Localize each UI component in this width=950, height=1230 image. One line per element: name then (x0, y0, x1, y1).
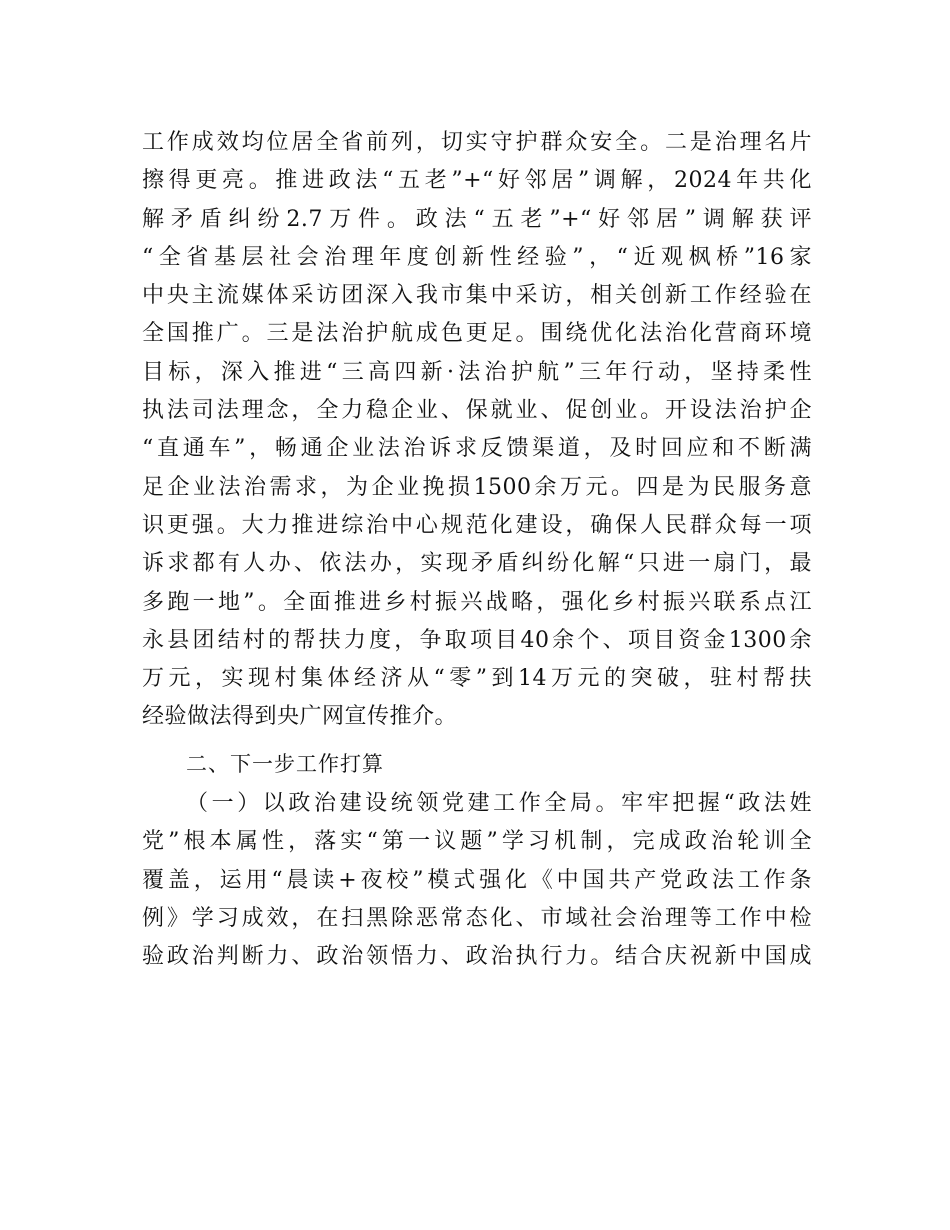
text-line: 永县团结村的帮扶力度，争取项目40余个、项目资金1300余 (142, 627, 812, 653)
text-line: 足企业法治需求，为企业挽损1500余万元。四是为民服务意 (142, 474, 812, 500)
text-line: 验政治判断力、政治领悟力、政治执行力。结合庆祝新中国成 (142, 944, 812, 970)
text-line: “直通车”，畅通企业法治诉求反馈渠道，及时回应和不断满 (142, 436, 812, 462)
text-line: 覆盖，运用“晨读+夜校”模式强化《中国共产党政法工作条 (142, 867, 812, 893)
text-line: 党”根本属性，落实“第一议题”学习机制，完成政治轮训全 (142, 829, 812, 855)
section-heading: 二、下一步工作打算 (186, 751, 384, 776)
text-line: 擦得更亮。推进政法“五老”+“好邻居”调解，2024年共化 (142, 168, 812, 194)
text-line: 目标，深入推进“三高四新·法治护航”三年行动，坚持柔性 (142, 359, 812, 385)
text-line: 解矛盾纠纷2.7万件。政法“五老”+“好邻居”调解获评 (142, 206, 812, 232)
text-line: “全省基层社会治理年度创新性经验”，“近观枫桥”16家 (142, 244, 812, 270)
text-line: 工作成效均位居全省前列，切实守护群众安全。二是治理名片 (142, 130, 812, 155)
text-line: 例》学习成效，在扫黑除恶常态化、市域社会治理等工作中检 (142, 905, 812, 931)
text-line: 中央主流媒体采访团深入我市集中采访，相关创新工作经验在 (142, 283, 812, 309)
text-line: 多跑一地”。全面推进乡村振兴战略，强化乡村振兴联系点江 (142, 589, 812, 615)
text-line: 识更强。大力推进综治中心规范化建设，确保人民群众每一项 (142, 512, 812, 538)
text-line: （一）以政治建设统领党建工作全局。牢牢把握“政法姓 (186, 791, 812, 817)
paragraph-next-steps (142, 785, 812, 976)
text-line: 执法司法理念，全力稳企业、保就业、促创业。开设法治护企 (142, 398, 812, 424)
paragraph-achievements (142, 124, 812, 737)
text-line: 万元，实现村集体经济从“零”到14万元的突破，驻村帮扶 (142, 666, 812, 692)
document-body (142, 124, 812, 977)
text-line: 诉求都有人办、依法办，实现矛盾纠纷化解“只进一扇门，最 (142, 551, 812, 577)
text-line: 经验做法得到央广网宣传推介。 (142, 704, 458, 730)
text-line: 全国推广。三是法治护航成色更足。围绕优化法治化营商环境 (142, 321, 812, 347)
